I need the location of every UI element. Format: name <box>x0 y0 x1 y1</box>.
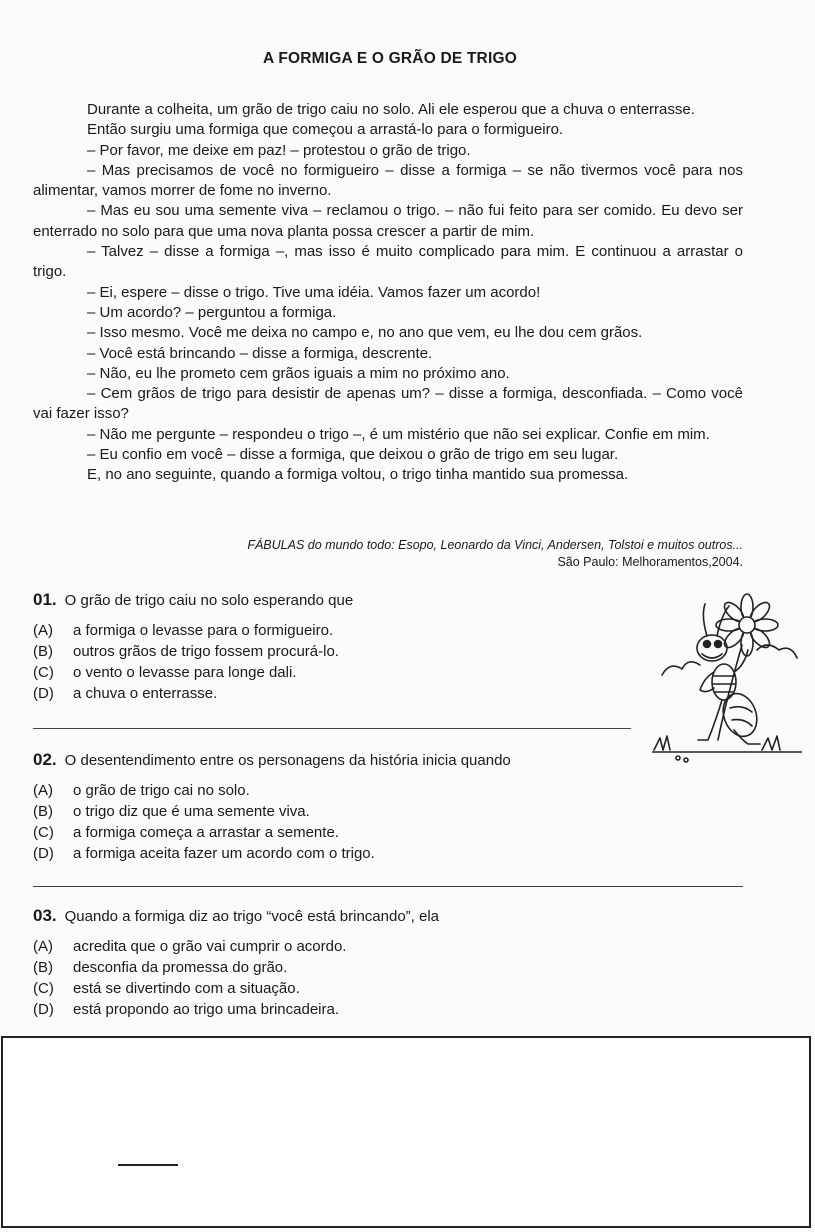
story-text <box>33 100 743 486</box>
story-paragraph: – Ei, espere – disse o trigo. Tive uma idéia. Vamos fazer um acordo! <box>87 283 541 301</box>
question-stem <box>33 906 673 926</box>
story-paragraph: – Não me pergunte – respondeu o trigo –, é um mistério que não sei explicar. Confie em mim. <box>87 425 710 443</box>
question-divider <box>33 728 631 729</box>
option-text: desconfia da promessa do grão. <box>73 959 288 976</box>
answer-option-d[interactable] <box>33 843 673 864</box>
question-number: 01. <box>33 590 57 609</box>
story-paragraph: – Você está brincando – disse a formiga, descrente. <box>87 344 433 362</box>
answer-blank-line <box>118 1164 178 1166</box>
story-paragraph: – Isso mesmo. Você me deixa no campo e, no ano que vem, eu lhe dou cem grãos. <box>87 324 643 342</box>
option-text: outros grãos de trigo fossem procurá-lo. <box>73 643 339 660</box>
option-letter: (C) <box>33 664 54 681</box>
story-paragraph: – Não, eu lhe prometo cem grãos iguais a mim no próximo ano. <box>87 364 510 382</box>
story-paragraph: – Mas eu sou uma semente viva – reclamou o trigo. – não fui feito para ser comido. Eu devo ser enterrado no solo para que uma nova planta possa crescer a partir de mim. <box>33 202 743 240</box>
option-text: o trigo diz que é uma semente viva. <box>73 803 310 820</box>
option-letter: (D) <box>33 1001 54 1018</box>
option-letter: (C) <box>33 980 54 997</box>
question-number: 02. <box>33 750 57 769</box>
story-paragraph: – Cem grãos de trigo para desistir de apenas um? – disse a formiga, desconfiada. – Como você vai fazer isso? <box>33 385 743 423</box>
answer-option-a[interactable] <box>33 620 673 641</box>
question-03 <box>33 906 673 1020</box>
source-line-1: FÁBULAS do mundo todo: Esopo, Leonardo da Vinci, Andersen, Tolstoi e muitos outros... <box>247 538 743 552</box>
answer-option-c[interactable] <box>33 822 673 843</box>
story-paragraph: – Talvez – disse a formiga –, mas isso é muito complicado para mim. E continuou a arrastar o trigo. <box>33 243 743 281</box>
question-text: O grão de trigo caiu no solo esperando que <box>64 592 354 609</box>
answer-option-c[interactable] <box>33 978 673 999</box>
answer-box <box>1 1036 811 1228</box>
source-line-2: São Paulo: Melhoramentos,2004. <box>557 555 743 569</box>
answer-option-d[interactable] <box>33 999 673 1020</box>
story-paragraph: Durante a colheita, um grão de trigo caiu no solo. Ali ele esperou que a chuva o enterrasse. <box>87 101 695 118</box>
answer-option-a[interactable] <box>33 936 673 957</box>
option-text: o vento o levasse para longe dali. <box>73 664 297 681</box>
option-letter: (B) <box>33 803 53 820</box>
story-paragraph: E, no ano seguinte, quando a formiga voltou, o trigo tinha mantido sua promessa. <box>87 466 629 484</box>
option-letter: (D) <box>33 845 54 862</box>
option-letter: (A) <box>33 622 53 639</box>
option-text: a chuva o enterrasse. <box>73 685 218 702</box>
story-paragraph: Então surgiu uma formiga que começou a arrastá-lo para o formigueiro. <box>87 121 564 139</box>
ant-with-flower-illustration <box>652 590 802 770</box>
story-title: A FORMIGA E O GRÃO DE TRIGO <box>263 50 517 67</box>
option-text: a formiga começa a arrastar a semente. <box>73 824 339 841</box>
answer-option-c[interactable] <box>33 662 673 683</box>
option-letter: (B) <box>33 959 53 976</box>
question-01 <box>33 590 673 704</box>
answer-option-b[interactable] <box>33 641 673 662</box>
option-letter: (D) <box>33 685 54 702</box>
answer-option-a[interactable] <box>33 780 673 801</box>
question-stem <box>33 750 673 770</box>
question-text: Quando a formiga diz ao trigo “você está brincando”, ela <box>64 908 440 925</box>
question-text: O desentendimento entre os personagens da história inicia quando <box>64 752 511 769</box>
story-paragraph: – Um acordo? – perguntou a formiga. <box>87 303 337 321</box>
question-stem <box>33 590 673 610</box>
option-letter: (A) <box>33 782 53 799</box>
option-text: está propondo ao trigo uma brincadeira. <box>73 1001 340 1018</box>
question-number: 03. <box>33 906 57 925</box>
story-paragraph: – Por favor, me deixe em paz! – protestou o grão de trigo. <box>87 141 471 159</box>
option-letter: (A) <box>33 938 53 955</box>
story-paragraph: – Eu confio em você – disse a formiga, que deixou o grão de trigo em seu lugar. <box>87 446 619 464</box>
option-text: a formiga aceita fazer um acordo com o trigo. <box>73 845 375 862</box>
source-citation <box>33 537 743 571</box>
answer-option-b[interactable] <box>33 801 673 822</box>
answer-option-b[interactable] <box>33 957 673 978</box>
option-text: acredita que o grão vai cumprir o acordo. <box>73 938 347 955</box>
option-text: a formiga o levasse para o formigueiro. <box>73 622 334 639</box>
story-paragraph: – Mas precisamos de você no formigueiro – disse a formiga – se não tivermos você para nos alimentar, vamos morrer de fome no inverno. <box>33 161 743 200</box>
question-divider <box>33 886 743 887</box>
answer-option-d[interactable] <box>33 683 673 704</box>
option-text: o grão de trigo cai no solo. <box>73 782 250 799</box>
option-text: está se divertindo com a situação. <box>73 980 300 997</box>
option-letter: (B) <box>33 643 53 660</box>
question-02 <box>33 750 673 864</box>
option-letter: (C) <box>33 824 54 841</box>
